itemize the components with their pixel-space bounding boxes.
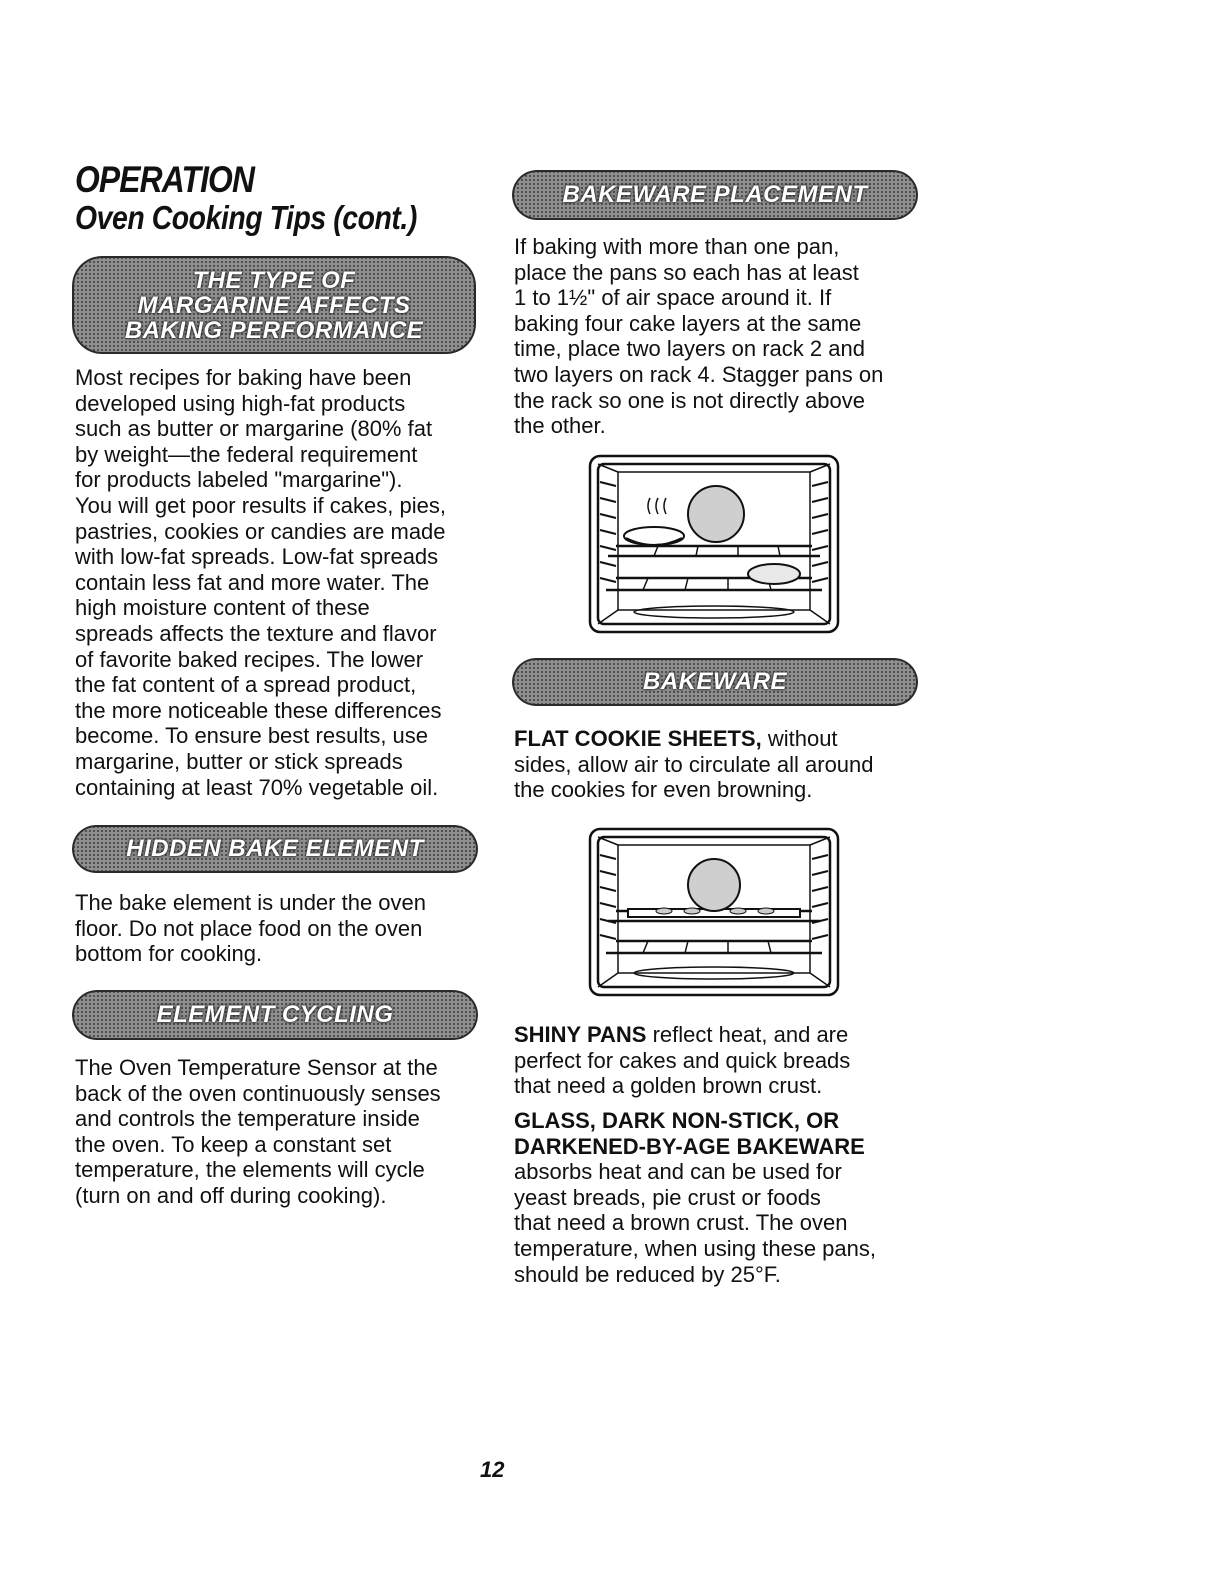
text-line: with low-fat spreads. Low-fat spreads (75, 544, 439, 570)
text-line: pastries, cookies or candies are made (75, 518, 446, 544)
text-line: that need a brown crust. The oven (514, 1210, 848, 1236)
shiny-pans-text (514, 1022, 850, 1099)
text-line: bottom for cooking. (75, 941, 263, 967)
margarine-banner (72, 256, 476, 354)
element-cycling-text (75, 1055, 441, 1209)
element-cycling-banner (72, 990, 478, 1040)
bakeware-placement-banner (512, 170, 918, 220)
hidden-bake-element-banner (72, 825, 478, 873)
text-run: reflect heat, and are (646, 1022, 849, 1047)
text-line: perfect for cakes and quick breads (514, 1047, 851, 1073)
text-line: such as butter or margarine (80% fat (75, 416, 433, 442)
text-line: the cookies for even browning. (514, 777, 813, 803)
text-line: the fat content of a spread product, (75, 672, 417, 698)
text-line: that need a golden brown crust. (514, 1073, 823, 1099)
text-line: Most recipes for baking have been (75, 365, 412, 390)
banner-label: ELEMENT CYCLING (156, 1001, 394, 1028)
text-line: back of the oven continuously senses (75, 1080, 441, 1106)
text-line: baking four cake layers at the same (514, 310, 862, 336)
text-line: temperature, when using these pans, (514, 1235, 877, 1261)
placement-text (514, 234, 883, 439)
text-line: by weight—the federal requirement (75, 441, 418, 467)
text-line: two layers on rack 4. Stagger pans on (514, 361, 884, 387)
bold-heading: DARKENED-BY-AGE BAKEWARE (514, 1133, 865, 1159)
text-line: If baking with more than one pan, (514, 234, 840, 259)
banner-label: HIDDEN BAKE ELEMENT (126, 835, 424, 862)
text-line: floor. Do not place food on the oven (75, 915, 423, 941)
bold-heading: GLASS, DARK NON-STICK, OR (514, 1108, 840, 1133)
text-line: yeast breads, pie crust or foods (514, 1184, 821, 1210)
text-line: absorbs heat and can be used for (514, 1159, 842, 1185)
bold-term: SHINY PANS (514, 1022, 647, 1047)
text-line: should be reduced by 25°F. (514, 1261, 781, 1287)
text-line (514, 1022, 850, 1048)
oven-two-racks-illustration (588, 452, 840, 634)
banner-line: MARGARINE AFFECTS (137, 291, 411, 319)
text-line: the other. (514, 413, 606, 439)
oven-cookie-sheet-illustration (588, 827, 840, 997)
text-line: high moisture content of these (75, 595, 370, 621)
flat-cookie-sheets-text (514, 726, 874, 803)
page-number: 12 (480, 1457, 505, 1482)
margarine-text (75, 365, 446, 800)
banner-label: BAKEWARE PLACEMENT (562, 181, 868, 208)
banner-line: THE TYPE OF (192, 266, 356, 294)
glass-bakeware-text (514, 1108, 876, 1287)
text-line: temperature, the elements will cycle (75, 1157, 425, 1183)
text-line (514, 726, 874, 752)
text-line: (turn on and off during cooking). (75, 1182, 387, 1208)
text-line: of favorite baked recipes. The lower (75, 646, 424, 672)
text-run: without (761, 726, 838, 751)
text-line: 1 to 1½" of air space around it. If (514, 285, 832, 311)
text-line: place the pans so each has at least (514, 259, 859, 285)
text-line: and controls the temperature inside (75, 1106, 420, 1132)
text-line: the rack so one is not directly above (514, 387, 865, 413)
text-line: time, place two layers on rack 2 and (514, 336, 865, 362)
banner-line: BAKING PERFORMANCE (124, 316, 424, 344)
section-title: OPERATION (75, 159, 255, 200)
text-line: contain less fat and more water. The (75, 569, 430, 595)
banner-label: BAKEWARE (642, 668, 787, 695)
text-line: the more noticeable these differences (75, 697, 442, 723)
bakeware-banner (512, 658, 918, 706)
text-line: for products labeled "margarine"). (75, 467, 403, 493)
text-line: The Oven Temperature Sensor at the (75, 1055, 438, 1080)
page-subtitle: Oven Cooking Tips (cont.) (75, 199, 417, 236)
text-line: containing at least 70% vegetable oil. (75, 774, 439, 800)
text-line: spreads affects the texture and flavor (75, 620, 437, 646)
text-line: developed using high-fat products (75, 390, 406, 416)
text-line: margarine, butter or stick spreads (75, 748, 403, 774)
text-line: You will get poor results if cakes, pies, (75, 492, 446, 518)
text-line: sides, allow air to circulate all around (514, 751, 874, 777)
hidden-element-text (75, 890, 426, 967)
text-line: The bake element is under the oven (75, 890, 427, 915)
bold-term: FLAT COOKIE SHEETS, (514, 726, 762, 751)
text-line: become. To ensure best results, use (75, 723, 429, 749)
text-line: the oven. To keep a constant set (75, 1131, 392, 1157)
